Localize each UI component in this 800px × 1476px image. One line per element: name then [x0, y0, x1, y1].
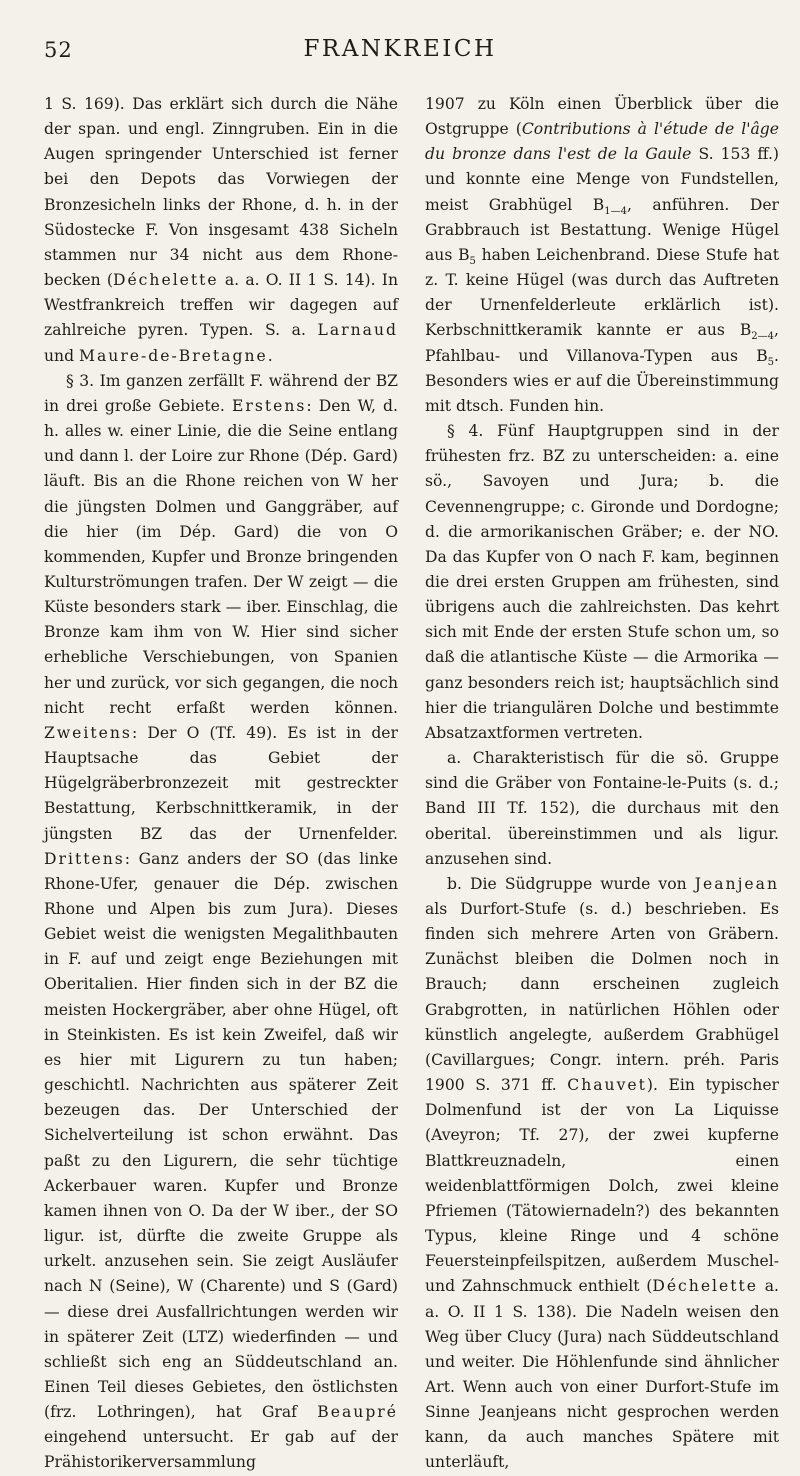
text-run: als Durfort-Stufe (s. d.) beschrieben. Es finden sich mehrere Arten von Gräbern. Zunächst bleiben die Dolmen noch in Brauch; dann erscheinen zugleich Grabgrotten, in natürlichen Höhlen oder künstlich angelegte, außerdem Grabhügel (Cavillargues; Congr. intern. préh. Paris 1900 S. 371 ff. — [425, 900, 779, 1095]
place-name: Maure-de-Bretagne — [79, 346, 268, 365]
text-run: und — [44, 346, 80, 365]
paragraph — [44, 92, 398, 369]
cited-title: Contributions à l'étude de l'âge du bronze dans l'est de la Gaule — [425, 120, 779, 164]
text-run: , Pfahlbau- und Villanova-Typen aus B — [425, 321, 779, 365]
subscript: 2—4 — [751, 331, 775, 343]
author-name: Chauvet — [567, 1076, 647, 1095]
text-run: : Ganz anders der SO (das linke Rhone-Ufer, genauer die Dép. zwischen Rhone und Alpen bis zum Jura). Dieses Gebiet weist die wenigsten Megalithbauten in F. auf und zeigt enge Beziehungen mit Oberitalien. Hier finden sich in der BZ die meisten Hockergräber, aber ohne Hügel, oft in Steinkisten. Es ist kein Zweifel, daß wir es hier mit Ligurern zu tun haben; geschichtl. Nachrichten aus späterer Zeit bezeugen das. Der Unterschied der Sichelverteilung ist schon erwähnt. Das paßt zu den Ligurern, die sehr tüchtige Ackerbauer waren. Kupfer und Bronze kamen ihnen von O. Da der W iber., der SO ligur. ist, dürfte die zweite Gruppe als urkelt. anzusehen sein. Sie zeigt Ausläufer nach N (Seine), W (Charente) und S (Gard) — diese drei Ausfallrichtungen werden wir in späterer Zeit (LTZ) wiederfinden — und schließt sich eng an Süddeutschland an. Einen Teil dieses Gebietes, den östlichsten (frz. Lothringen), hat Graf — [44, 849, 398, 1422]
page-number: 52 — [44, 38, 73, 62]
text-run: 1 S. 169). Das erklärt sich durch die Nähe der span. und engl. Zinngruben. Ein in die Augen springender Unterschied ist ferner bei den Depots das Vorwiegen der Bronzesicheln links der Rhone, d. h. in der Südostecke F. Von insgesamt 438 Sicheln stammen nur 34 nicht aus dem Rhone-becken ( — [44, 95, 398, 290]
right-column — [425, 92, 779, 1476]
text-run: ). Ein typischer Dolmenfund ist der von La Liquisse (Aveyron; Tf. 27), der zwei kupferne Blattkreuznadeln, einen weidenblattförmigen Dolch, zwei kleine Pfriemen (Tätowiernadeln?) des bekannten Typus, kleine Ringe und 4 schöne Feuersteinpfeilspitzen, außerdem Muschel- und Zahnschmuck enthielt ( — [425, 1076, 779, 1296]
text-run: S. 153 ff.) und konnte eine Menge von Fundstellen, meist Grabhügel B — [425, 145, 779, 214]
place-name: Larnaud — [317, 321, 398, 340]
text-run: . Besonders wies er auf die Übereinstimmung mit dtsch. Funden hin. — [425, 346, 779, 415]
paragraph — [425, 92, 779, 419]
subscript: 1—4 — [604, 205, 627, 217]
text-run: 1907 zu Köln einen Überblick über die Ostgruppe ( — [425, 95, 779, 139]
running-title: FRANKREICH — [303, 36, 497, 62]
text-run: a. a. O. II 1 S. 138). Die Nadeln weisen den Weg über Clucy (Jura) nach Süddeutschland und weiter. Die Höhlenfunde sind ähnlicher Art. Wenn auch von einer Durfort-Stufe im Sinne Jeanjeans nicht gesprochen werden kann, da auch manches Spätere mit unterläuft, — [425, 1277, 779, 1472]
author-name: Déchelette — [112, 271, 219, 290]
page-header — [0, 36, 800, 64]
section-paragraph: § 4. Fünf Hauptgruppen sind in der frühesten frz. BZ zu unterscheiden: a. eine sö., Savoyen und Jura; b. die Cevennengruppe; c. Gironde und Dordogne; d. die armorikanischen Gräber; e. der NO. Da das Kupfer von O nach F. kam, beginnen die drei ersten Gruppen am frühesten, sind übrigens auch die zahlreichsten. Das kehrt sich mit Ende der ersten Stufe schon um, so daß die atlantische Küste — die Armorika — ganz besonders reich ist; hauptsächlich sind hier die triangulären Dolche und bestimmte Absatzaxtformen vertreten. — [425, 422, 779, 742]
author-name: Beaupré — [317, 1403, 398, 1422]
text-run: haben Leichenbrand. Diese Stufe hat z. T. keine Hügel (was durch das Auftreten der Urnenfelderleute erklärlich ist). Kerbschnittkeramik kannte er aus B — [425, 245, 779, 340]
keyword: Erstens — [231, 396, 307, 415]
text-run: : Der O (Tf. 49). Es ist in der Hauptsache das Gebiet der Hügelgräberbronzezeit mit gestreckter Bestattung, Kerbschnittkeramik, in der jüngsten BZ das der Urnenfelder. — [44, 723, 398, 843]
keyword: Drittens — [44, 849, 125, 868]
text-run: , anführen. Der Grabbrauch ist Bestattung. Wenige Hügel aus B — [425, 195, 780, 264]
author-name: Jeanjean — [694, 874, 779, 893]
text-run: eingehend untersucht. Er gab auf der Prähistorikerversammlung — [44, 1428, 398, 1472]
section-paragraph — [44, 369, 398, 1476]
text-run: b. Die Südgruppe wurde von — [447, 874, 695, 893]
keyword: Zweitens — [44, 723, 132, 742]
text-run: : Den W, d. h. alles w. einer Linie, die die Seine entlang und dann l. der Loire zur Rhone (Dép. Gard) läuft. Bis an die Rhone reichen von W her die jüngsten Dolmen und Ganggräber, auf die hier (im Dép. Gard) die von O kommenden, Kupfer und Bronze bringenden Kulturströmungen trafen. Der W zeigt — die Küste besonders stark — iber. Einschlag, die Bronze kam ihm von W. Hier sind sicher erhebliche Verschiebungen, von Spanien her und zurück, vor sich gegangen, die noch nicht recht erfaßt werden können. — [44, 396, 398, 717]
left-column — [44, 92, 398, 1476]
text-run: a. a. O. II 1 S. 14). In Westfrankreich treffen wir dagegen auf zahlreiche pyren. Typen. S. a. — [44, 271, 398, 340]
subscript: 5 — [469, 256, 476, 268]
subscript: 5 — [767, 356, 775, 368]
author-name: Déchelette — [652, 1277, 759, 1296]
paragraph — [425, 872, 779, 1476]
text-run: § 3. Im ganzen zerfällt F. während der BZ in drei große Gebiete. — [44, 371, 398, 415]
paragraph: a. Charakteristisch für die sö. Gruppe sind die Gräber von Fontaine-le-Puits (s. d.; Band III Tf. 152), die durchaus mit den oberital. übereinstimmen und als ligur. anzusehen sind. — [425, 749, 779, 868]
text-run: . — [267, 346, 273, 365]
